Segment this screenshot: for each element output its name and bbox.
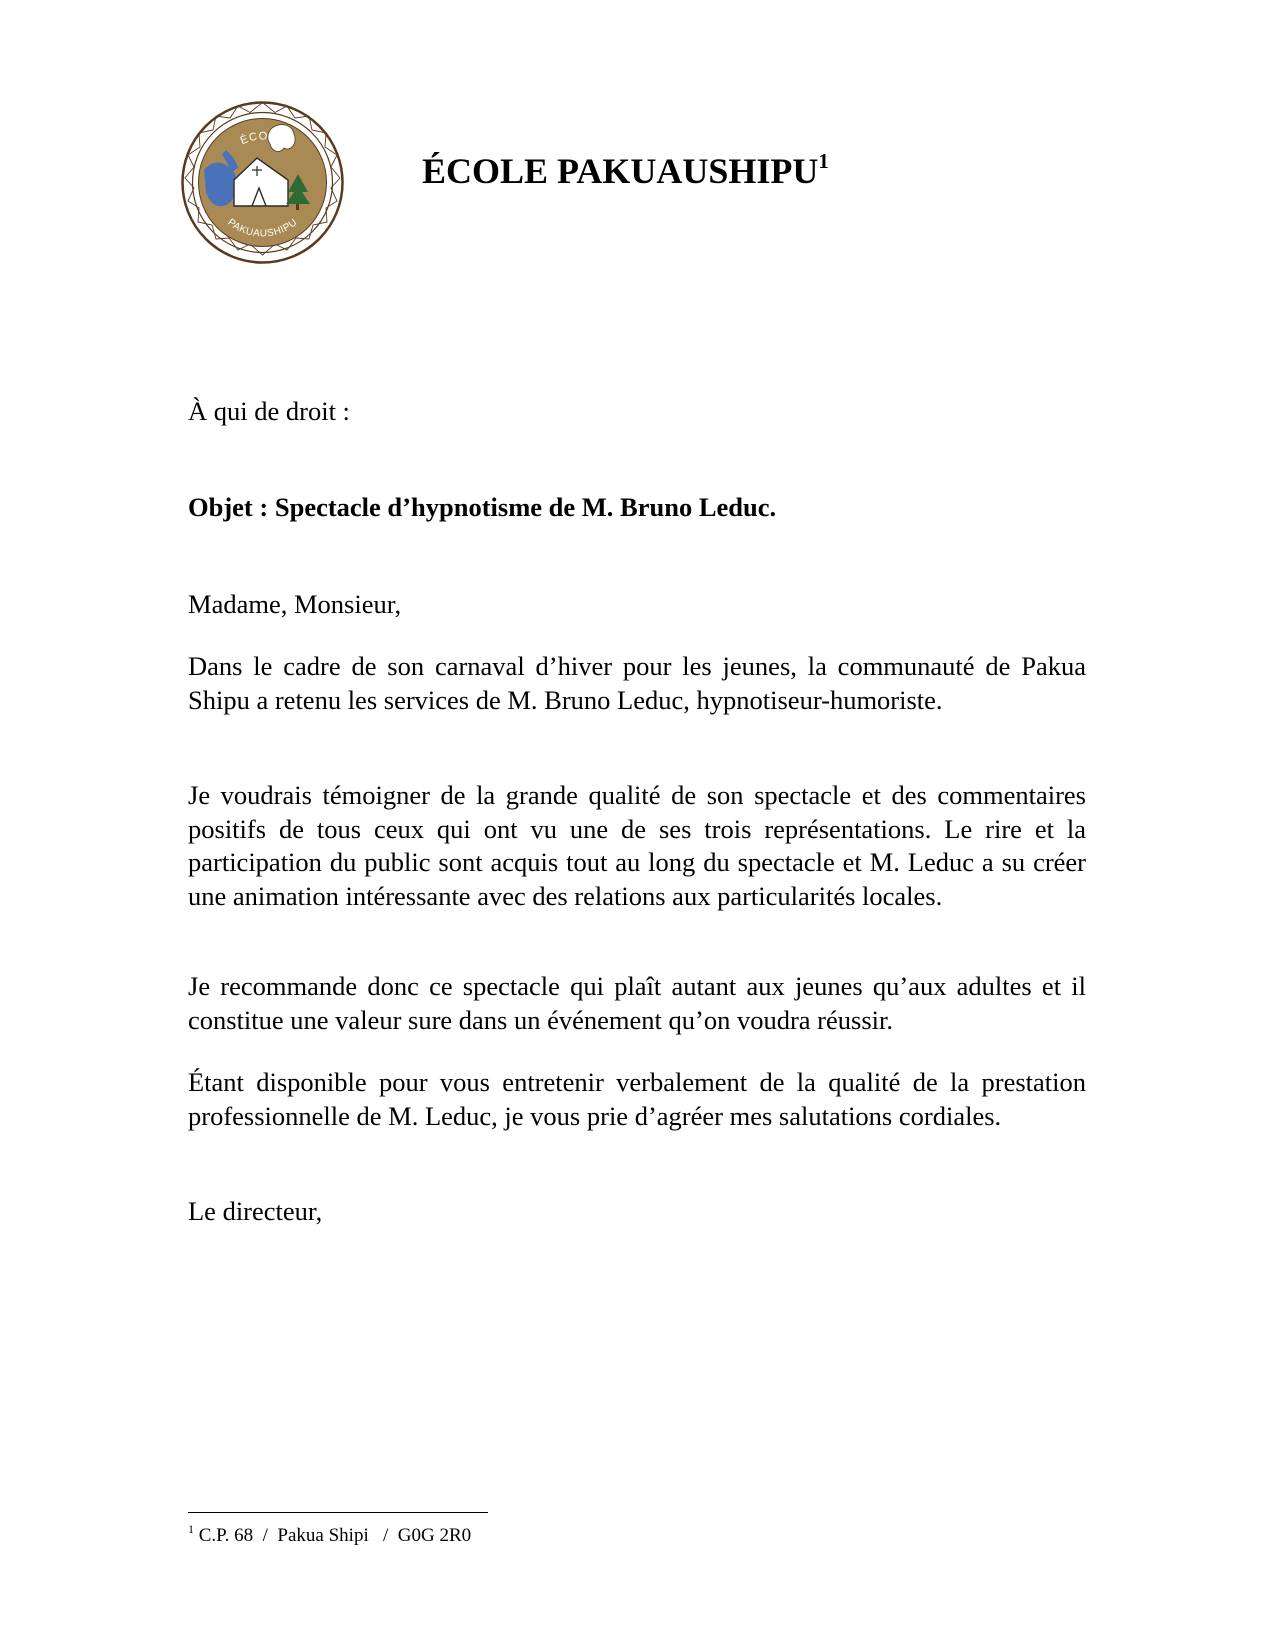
letter-paragraph: Je voudrais témoigner de la grande qualité de son spectacle et des commentaires positifs de tous ceux qui ont vu une de ses trois représentations. Le rire et la participation du public sont acquis tout au long du spectacle et M. Leduc a su créer une animation intéressante avec des relations aux particularités locales.: [188, 780, 1086, 911]
footnote-text: C.P. 68 / Pakua Shipi / G0G 2R0: [194, 1525, 472, 1546]
school-logo: [180, 100, 345, 265]
letter-paragraph: Étant disponible pour vous entretenir verbalement de la qualité de la prestation professionnelle de M. Leduc, je vous prie d’agréer mes salutations cordiales.: [188, 1067, 1086, 1131]
footnote: [188, 1522, 472, 1547]
footnote-marker: 1: [818, 149, 829, 173]
letter-paragraph: Je recommande donc ce spectacle qui plaît autant aux jeunes qu’aux adultes et il constitue une valeur sure dans un événement qu’on voudra réussir.: [188, 971, 1086, 1035]
logo-top-text: ÉCOLE: [238, 130, 287, 148]
footnote-number: 1: [188, 1522, 194, 1536]
salutation-to: À qui de droit :: [188, 396, 350, 426]
school-name: ÉCOLE PAKUAUSHIPU: [422, 151, 819, 191]
letter-subject: Objet : Spectacle d’hypnotisme de M. Bruno Leduc.: [188, 492, 777, 522]
footnote-divider: [188, 1512, 488, 1513]
letter-signoff: Le directeur,: [188, 1196, 323, 1226]
letter-greeting: Madame, Monsieur,: [188, 589, 402, 619]
letter-paragraph: Dans le cadre de son carnaval d’hiver pour les jeunes, la communauté de Pakua Shipu a retenu les services de M. Bruno Leduc, hypnotiseur-humoriste.: [188, 651, 1086, 715]
school-title: [422, 150, 829, 192]
logo-bottom-text: PAKUAUSHIPU: [225, 217, 300, 240]
